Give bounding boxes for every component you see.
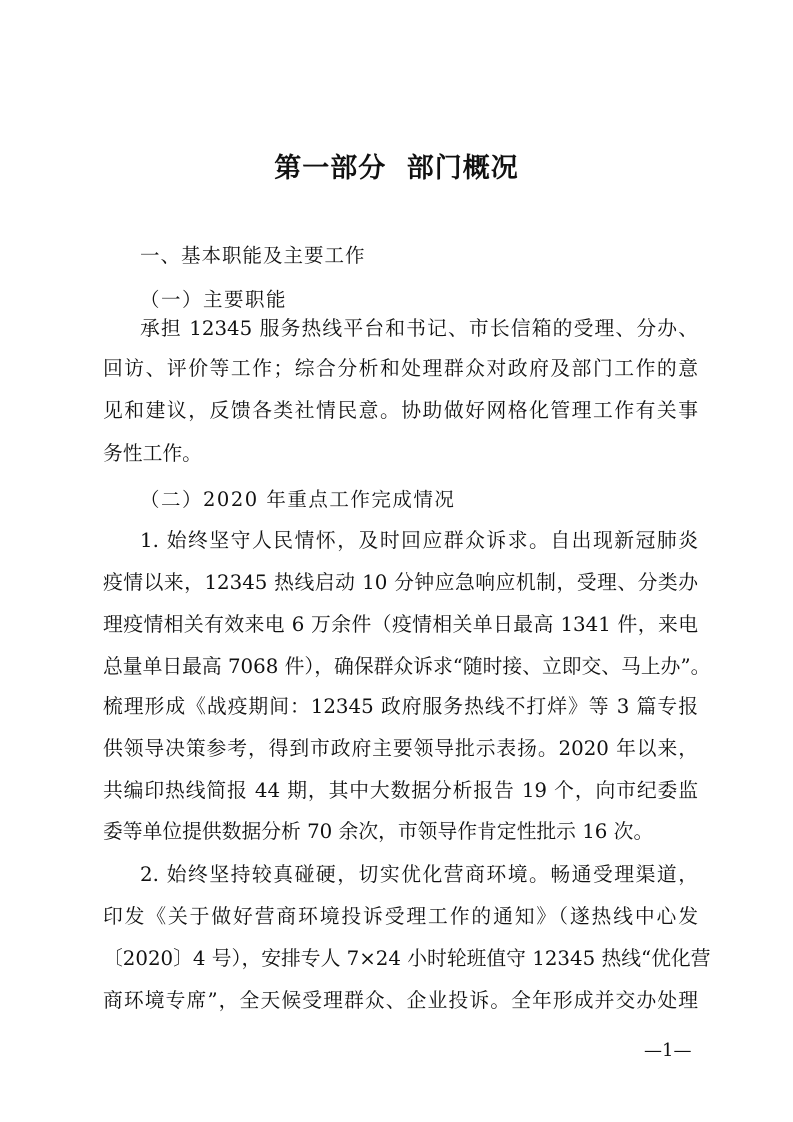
- paragraph-line: 商环境专席”，全天候受理群众、企业投诉。全年形成并交办处理: [103, 989, 698, 1012]
- page-title: 第一部分 部门概况: [274, 153, 519, 184]
- paragraph-line: 委等单位提供数据分析 70 余次，市领导作肯定性批示 16 次。: [103, 820, 654, 843]
- section-heading-basic-functions: 一、基本职能及主要工作: [140, 244, 366, 267]
- subsection-heading-2020-work: （二）2020 年重点工作完成情况: [140, 488, 456, 511]
- paragraph-line: 1. 始终坚守人民情怀，及时回应群众诉求。自出现新冠肺炎: [140, 529, 698, 552]
- paragraph-line: 回访、评价等工作；综合分析和处理群众对政府及部门工作的意: [103, 357, 698, 380]
- paragraph-line: 总量单日最高 7068 件），确保群众诉求“随时接、立即交、马上办”。: [103, 655, 711, 678]
- subsection-heading-main-functions: （一）主要职能: [140, 288, 288, 311]
- paragraph-line: 印发《关于做好营商环境投诉受理工作的通知》（遂热线中心发: [103, 905, 698, 928]
- page-number: —1—: [644, 1040, 692, 1061]
- paragraph-line: 见和建议，反馈各类社情民意。协助做好网格化管理工作有关事: [103, 399, 698, 422]
- paragraph-line: 梳理形成《战疫期间：12345 政府服务热线不打烊》等 3 篇专报: [103, 695, 698, 718]
- paragraph-line: 2. 始终坚持较真碰硬，切实优化营商环境。畅通受理渠道，: [140, 863, 698, 886]
- paragraph-line: 疫情以来，12345 热线启动 10 分钟应急响应机制，受理、分类办: [103, 571, 698, 594]
- paragraph-line: 务性工作。: [103, 442, 202, 465]
- paragraph-line: 理疫情相关有效来电 6 万余件（疫情相关单日最高 1341 件，来电: [103, 613, 698, 636]
- paragraph-line: 承担 12345 服务热线平台和书记、市长信箱的受理、分办、: [140, 317, 698, 340]
- paragraph-line: 供领导决策参考，得到市政府主要领导批示表扬。2020 年以来，: [103, 737, 698, 760]
- paragraph-line: 共编印热线简报 44 期，其中大数据分析报告 19 个，向市纪委监: [103, 779, 698, 802]
- paragraph-line: 〔2020〕4 号），安排专人 7×24 小时轮班值守 12345 热线“优化营: [103, 947, 711, 970]
